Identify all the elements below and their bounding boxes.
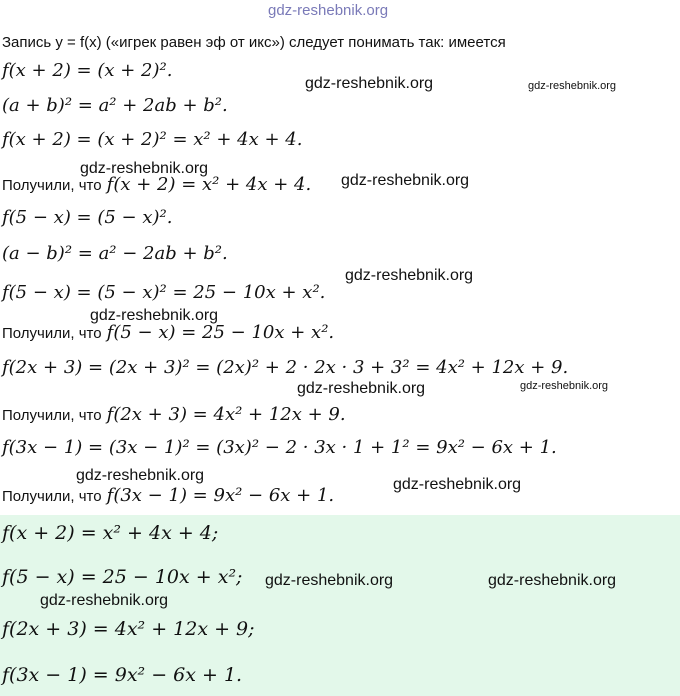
answer-line-3: f(2x + 3) = 4x² + 12x + 9;	[2, 618, 255, 640]
answer-line-1: f(x + 2) = x² + 4x + 4;	[2, 522, 219, 544]
formula-line-2: (a + b)² = a² + 2ab + b².	[2, 95, 228, 116]
watermark: gdz-reshebnik.org	[345, 267, 474, 284]
result-formula: f(3x − 1) = 9x² − 6x + 1.	[106, 485, 335, 506]
result-prefix: Получили, что	[2, 325, 102, 342]
result-formula: f(x + 2) = x² + 4x + 4.	[106, 174, 312, 195]
result-line-3	[2, 404, 346, 425]
formula-line-11: f(3x − 1) = (3x − 1)² = (3x)² − 2 · 3x · 1 + 1² = 9x² − 6x + 1.	[2, 437, 557, 458]
watermark: gdz-reshebnik.org	[488, 572, 617, 589]
result-prefix: Получили, что	[2, 407, 102, 424]
formula-line-6: (a − b)² = a² − 2ab + b².	[2, 243, 228, 264]
result-prefix: Получили, что	[2, 177, 102, 194]
watermark: gdz-reshebnik.org	[76, 467, 205, 484]
formula-line-7: f(5 − x) = (5 − x)² = 25 − 10x + x².	[2, 282, 326, 303]
watermark: gdz-reshebnik.org	[341, 172, 470, 189]
watermark: gdz-reshebnik.org	[40, 592, 169, 609]
watermark: gdz-reshebnik.org	[80, 160, 209, 177]
formula-line-5: f(5 − x) = (5 − x)².	[2, 207, 173, 228]
answer-line-4: f(3x − 1) = 9x² − 6x + 1.	[2, 664, 243, 686]
watermark: gdz-reshebnik.org	[520, 380, 609, 392]
intro-text: Запись y = f(x) («игрек равен эф от икс») следует понимать так: имеется	[2, 34, 506, 51]
result-formula: f(5 − x) = 25 − 10x + x².	[106, 322, 335, 343]
result-formula: f(2x + 3) = 4x² + 12x + 9.	[106, 404, 346, 425]
result-line-2	[2, 322, 334, 343]
answer-line-2: f(5 − x) = 25 − 10x + x²;	[2, 566, 243, 588]
watermark: gdz-reshebnik.org	[305, 75, 434, 92]
result-prefix: Получили, что	[2, 488, 102, 505]
watermark: gdz-reshebnik.org	[265, 572, 394, 589]
watermark: gdz-reshebnik.org	[297, 380, 426, 397]
formula-line-9: f(2x + 3) = (2x + 3)² = (2x)² + 2 · 2x · 3 + 3² = 4x² + 12x + 9.	[2, 357, 569, 378]
watermark: gdz-reshebnik.org	[528, 80, 617, 92]
formula-line-1: f(x + 2) = (x + 2)².	[2, 60, 173, 81]
watermark: gdz-reshebnik.org	[393, 476, 522, 493]
formula-line-3: f(x + 2) = (x + 2)² = x² + 4x + 4.	[2, 129, 303, 150]
result-line-4	[2, 485, 334, 506]
watermark: gdz-reshebnik.org	[90, 307, 219, 324]
top-watermark[interactable]: gdz-reshebnik.org	[268, 2, 389, 19]
